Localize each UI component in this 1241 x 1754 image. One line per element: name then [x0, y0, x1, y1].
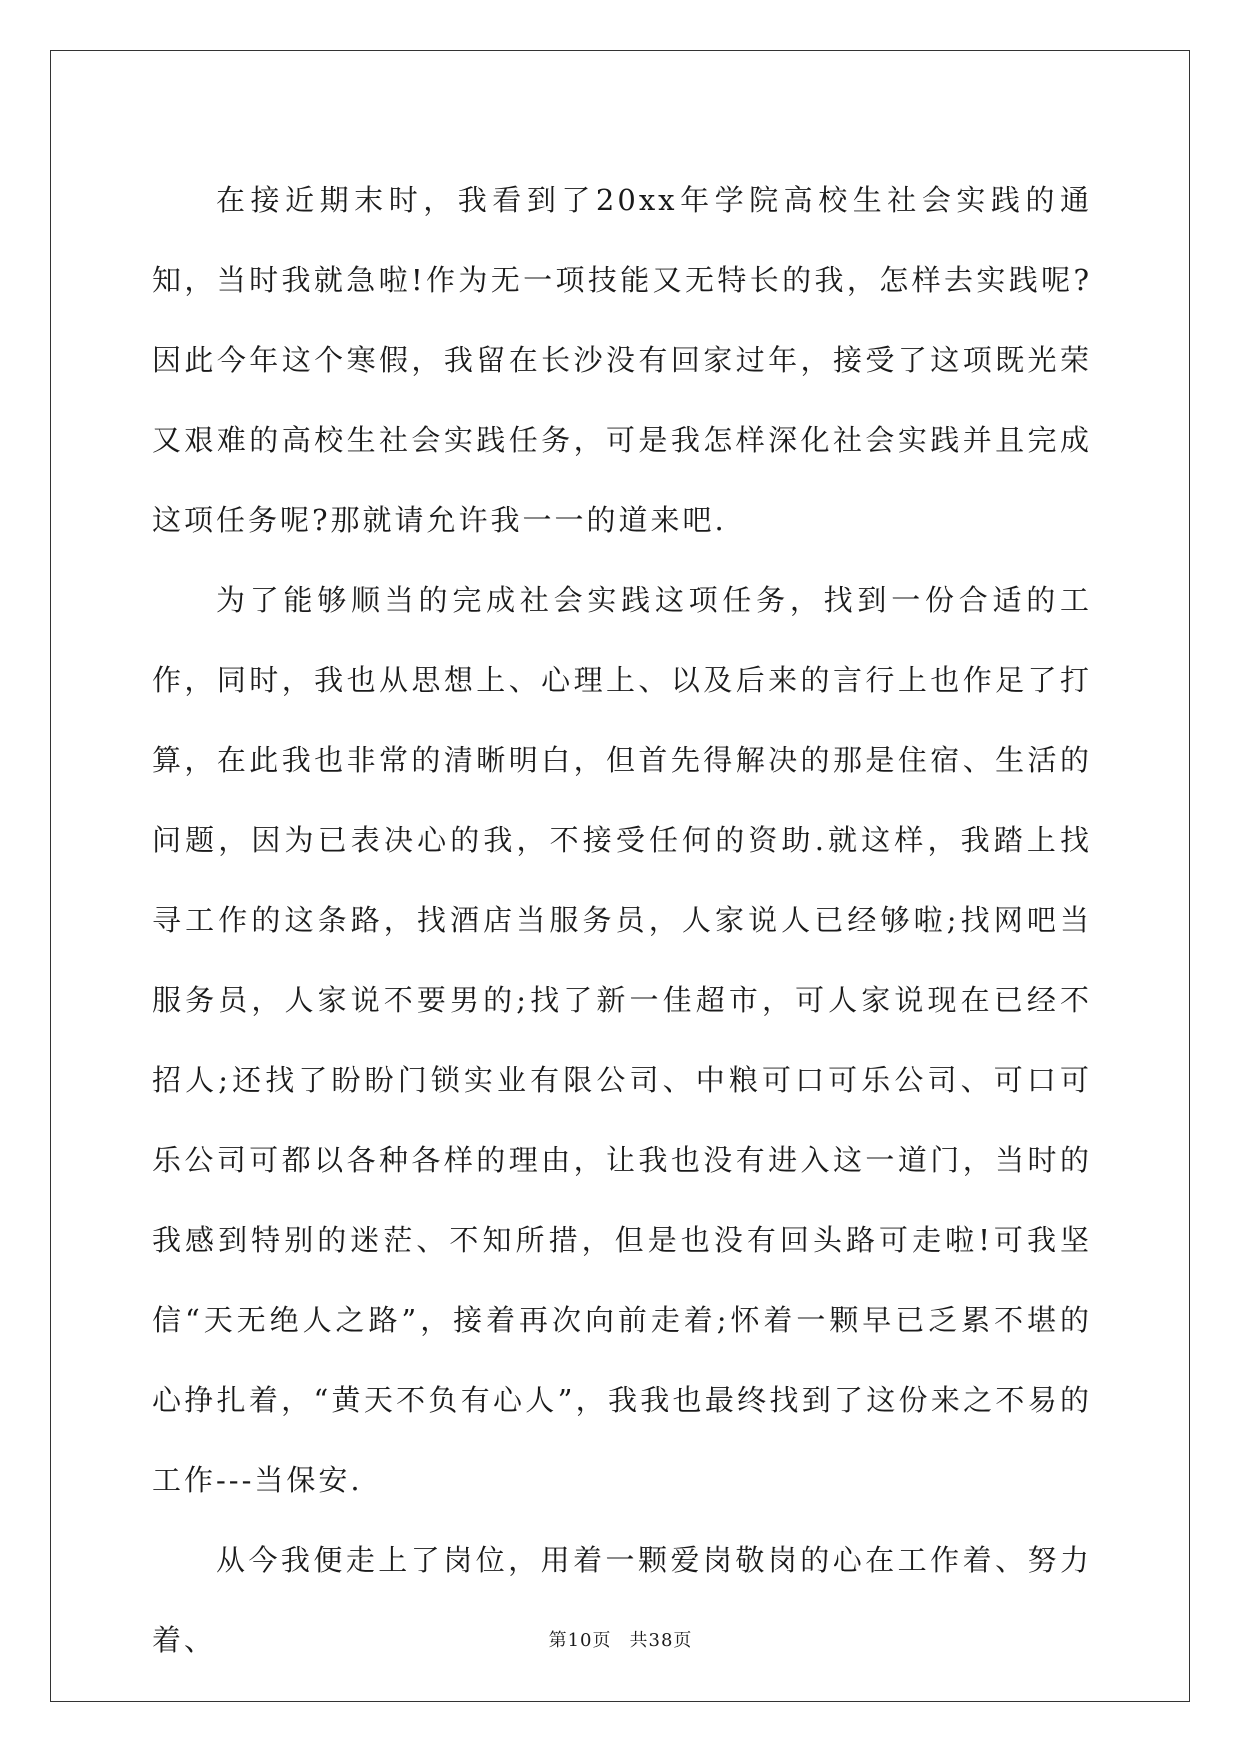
total-pages-label: 共38页 [629, 1630, 693, 1651]
paragraph-3: 从今我便走上了岗位，用着一颗爱岗敬岗的心在工作着、努力着、 [152, 1543, 1092, 1657]
page-footer [0, 1626, 1241, 1652]
paragraph-1: 在接近期末时，我看到了20xx年学院高校生社会实践的通知，当时我就急啦!作为无一项技能又无特长的我，怎样去实践呢?因此今年这个寒假，我留在长沙没有回家过年，接受了这项既光荣又艰难的高校生社会实践任务，可是我怎样深化社会实践并且完成这项任务呢?那就请允许我一一的道来吧. [152, 183, 1092, 537]
paragraph-2: 为了能够顺当的完成社会实践这项任务，找到一份合适的工作，同时，我也从思想上、心理上、以及后来的言行上也作足了打算，在此我也非常的清晰明白，但首先得解决的那是住宿、生活的问题，因为已表决心的我，不接受任何的资助.就这样，我踏上找寻工作的这条路，找酒店当服务员，人家说人已经够啦;找网吧当服务员，人家说不要男的;找了新一佳超市，可人家说现在已经不招人;还找了盼盼门锁实业有限公司、中粮可口可乐公司、可口可乐公司可都以各种各样的理由，让我也没有进入这一道门，当时的我感到特别的迷茫、不知所措，但是也没有回头路可走啦!可我坚信“天无绝人之路”，接着再次向前走着;怀着一颗早已乏累不堪的心挣扎着，“黄天不负有心人”，我我也最终找到了这份来之不易的工作---当保安. [152, 583, 1092, 1497]
document-body [152, 160, 1092, 1680]
current-page-label: 第10页 [548, 1630, 612, 1651]
